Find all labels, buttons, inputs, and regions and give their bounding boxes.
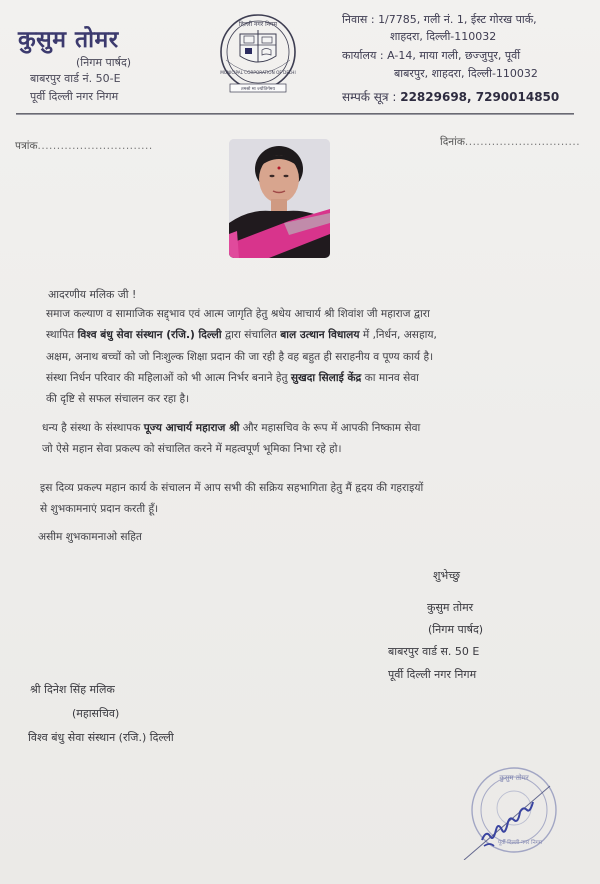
reference-label: पत्रांक	[15, 140, 38, 152]
text-run: में ,निर्धन, असहाय,	[359, 329, 437, 342]
text-run: की दृष्टि से सफल संचालन कर रहा है।	[46, 393, 190, 406]
text-run: समाज कल्याण व सामाजिक सद्द्भाव एवं आत्म जागृति हेतु श्रधेय आचार्य श्री शिवांश जी महाराज द्वारा	[46, 308, 430, 320]
text-run: इस दिव्य प्रकल्प महान कार्य के संचालन में आप सभी की सक्रिय सहभागिता हेतु मैं हृदय की गहराइयों	[40, 482, 424, 494]
date-label: दिनांक	[440, 136, 465, 148]
office-line1: A-14, माया गली, छज्जुपुर, पूर्वी	[387, 49, 521, 62]
reference-dots: ..............................	[37, 140, 153, 152]
residence-address-line2: शाहदरा, दिल्ली-110032	[390, 30, 497, 43]
signature-name: कुसुम तोमर	[427, 601, 474, 614]
svg-text:MUNICIPAL CORPORATION OF DELHI: MUNICIPAL CORPORATION OF DELHI	[220, 70, 296, 75]
contact-line	[342, 88, 559, 105]
para2-line1	[42, 418, 420, 439]
paragraph-1	[46, 304, 437, 410]
signature-ward: बाबरपुर वार्ड स. 50 E	[388, 645, 480, 658]
contact-label: सम्पर्क सूत्र :	[342, 90, 397, 104]
signature-greeting: शुभेच्छु	[433, 569, 460, 582]
sewing-center-name-bold: सुखदा सिलाई केंद्र	[290, 371, 362, 384]
signature-corporation: पूर्वी दिल्ली नगर निगम	[388, 668, 477, 681]
text-run: द्वारा संचालित	[221, 329, 281, 342]
text-run: और महासचिव के रूप में आपकी निष्काम सेवा	[239, 422, 421, 434]
salutation: आदरणीय मलिक जी !	[48, 288, 137, 301]
text-run: जो ऐसे महान सेवा प्रकल्प को संचालित करने में महत्वपूर्ण भूमिका निभा रहे हो।	[42, 443, 342, 456]
residence-label: निवास :	[342, 13, 375, 26]
para3-line1	[40, 478, 423, 499]
founder-name-bold: पूज्य आचार्य महाराज श्री	[143, 422, 240, 434]
office-address-line1	[342, 48, 520, 63]
closing-line: असीम शुभकामनाओ सहित	[38, 531, 142, 543]
residence-address-line1	[342, 12, 537, 27]
recipient-name: श्री दिनेश सिंह मलिक	[30, 683, 115, 696]
text-run: संस्था निर्धन परिवार की महिलाओं को भी आत्म निर्भर बनाने हेतु	[46, 371, 291, 384]
organization-name-bold: विश्व बंधु सेवा संस्थान (रजि.) दिल्ली	[77, 329, 222, 342]
letterhead-corporation: पूर्वी दिल्ली नगर निगम	[30, 90, 119, 103]
para1-line1	[46, 304, 437, 325]
text-run: धन्य है संस्था के संस्थापक	[42, 422, 144, 434]
para3-line2	[40, 499, 423, 520]
date-field	[440, 135, 580, 149]
text-run: स्थापित	[46, 329, 78, 342]
para1-line4	[46, 368, 437, 389]
letterhead-designation: (निगम पार्षद)	[76, 56, 132, 69]
office-label: कार्यालय :	[342, 49, 384, 62]
portrait-photo	[229, 139, 330, 258]
paragraph-2	[42, 418, 420, 461]
recipient-designation: (महासचिव)	[72, 707, 120, 720]
text-run: से शुभकामनाएं प्रदान करती हूँ।	[40, 503, 159, 516]
residence-line1: 1/7785, गली नं. 1, ईस्ट गोरख पार्क,	[378, 13, 537, 26]
para1-line3	[46, 347, 437, 368]
svg-text:दिल्ली नगर निगम: दिल्ली नगर निगम	[239, 21, 277, 28]
contact-numbers: 22829698, 7290014850	[400, 90, 560, 104]
reference-number-field	[15, 139, 153, 153]
letterhead-name: कुसुम तोमर	[18, 27, 119, 53]
paragraph-3	[40, 478, 423, 521]
letterhead-ward: बाबरपुर वार्ड नं. 50-E	[30, 72, 121, 85]
para1-line5	[46, 389, 437, 410]
date-dots: ..............................	[464, 136, 581, 148]
official-stamp-icon	[462, 760, 562, 860]
svg-text:पूर्वी दिल्ली नगर निगम: पूर्वी दिल्ली नगर निगम	[497, 840, 543, 846]
svg-text:कुसुम तोमर: कुसुम तोमर	[499, 774, 529, 782]
para1-line2	[46, 325, 437, 346]
text-run: का मानव सेवा	[361, 371, 419, 384]
office-address-line2: बाबरपुर, शाहदरा, दिल्ली-110032	[394, 67, 538, 80]
header-divider	[16, 113, 574, 115]
mcd-emblem-icon	[216, 12, 300, 98]
signature-designation: (निगम पार्षद)	[428, 623, 484, 636]
svg-text:तमसो मा ज्योतिर्गमय: तमसो मा ज्योतिर्गमय	[240, 87, 276, 92]
recipient-organization: विश्व बंधु सेवा संस्थान (रजि.) दिल्ली	[28, 731, 174, 744]
text-run: अक्षम, अनाथ बच्चों को जो निःशुल्क शिक्षा प्रदान की जा रही है वह बहुत ही सराहनीय व पूण्य कार्य है।	[46, 350, 434, 363]
para2-line2	[42, 439, 420, 460]
school-name-bold: बाल उत्थान विधालय	[280, 329, 360, 342]
